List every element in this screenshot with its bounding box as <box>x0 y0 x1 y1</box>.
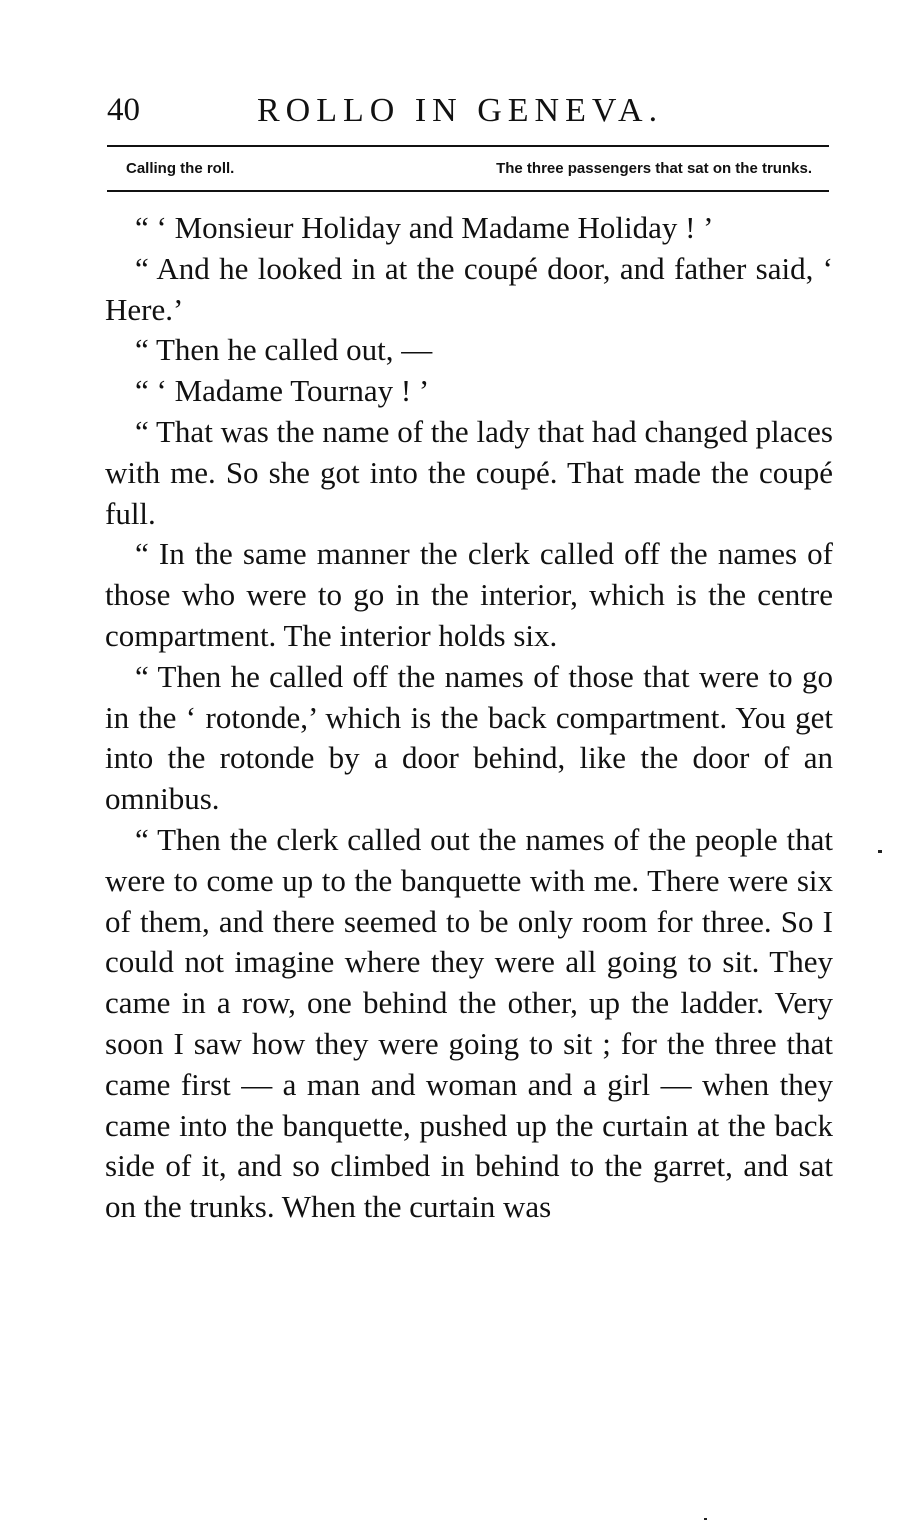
paragraph: “ That was the name of the lady that had changed places with me. So she got into the coupé. That made the coupé full. <box>105 413 833 531</box>
paragraph: “ And he looked in at the coupé door, and father said, ‘ Here.’ <box>105 250 833 327</box>
paragraph: “ Then he called off the names of those that were to go in the ‘ rotonde,’ which is the back compartment. You get into the rotonde by a door behind, like the door of an omnibus. <box>105 658 833 817</box>
page-number: 40 <box>107 92 140 128</box>
paragraph: “ ‘ Madame Tournay ! ’ <box>135 373 430 409</box>
print-speck <box>704 1518 707 1520</box>
running-title: ROLLO IN GENEVA. <box>257 92 664 129</box>
subhead-right: The three passengers that sat on the trunks. <box>496 160 812 177</box>
section-subheads <box>120 158 820 182</box>
page-header <box>107 88 829 132</box>
header-rule-top <box>107 145 829 147</box>
body-text <box>105 208 833 1228</box>
paragraph: “ Then the clerk called out the names of the people that were to come up to the banquette with me. There were six of them, and there seemed to be only room for three. So I could not imagine where they were all going to sit. They came in a row, one behind the other, up the ladder. Very soon I saw how they were going to sit ; for the three that came first — a man and woman and a girl — when they came into the banquette, pushed up the curtain at the back side of it, and so climbed in behind to the garret, and sat on the trunks. When the curtain was <box>105 821 833 1225</box>
subhead-left: Calling the roll. <box>126 160 235 177</box>
header-rule-bottom <box>107 190 829 192</box>
paragraph: “ Then he called out, — <box>135 332 433 368</box>
paragraph: “ In the same manner the clerk called off the names of those who were to go in the interior, which is the centre compartment. The interior holds six. <box>105 536 833 653</box>
paragraph: “ ‘ Monsieur Holiday and Madame Holiday ! ’ <box>135 210 714 245</box>
print-speck <box>878 850 882 853</box>
